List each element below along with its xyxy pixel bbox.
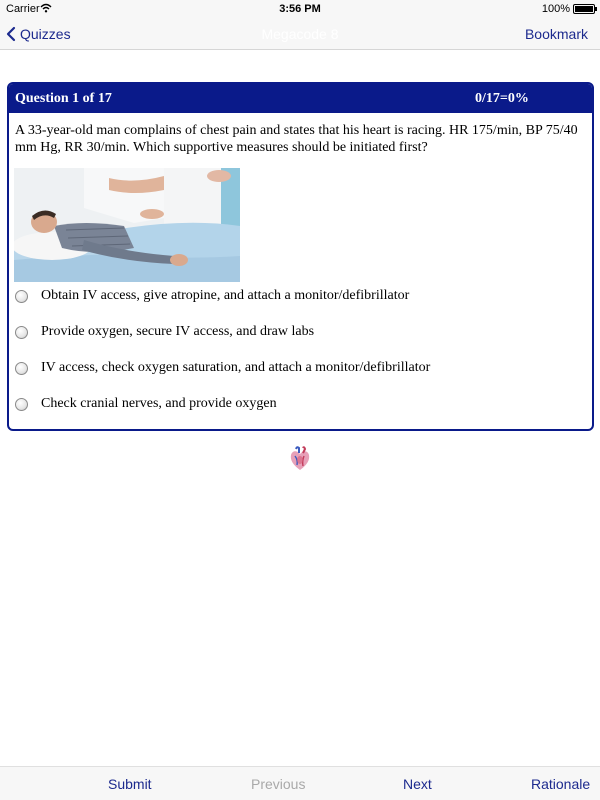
carrier-label: Carrier (6, 3, 40, 15)
back-button-label: Quizzes (20, 26, 71, 42)
status-time: 3:56 PM (279, 3, 321, 15)
answer-text-1: Obtain IV access, give atropine, and attach a monitor/defibrillator (41, 288, 410, 303)
page-title: Megacode 8 (261, 26, 339, 42)
submit-button[interactable]: Submit (108, 776, 152, 792)
status-bar (0, 0, 600, 18)
answer-option-1[interactable] (15, 287, 409, 305)
next-button[interactable]: Next (403, 776, 432, 792)
radio-button-4[interactable] (15, 398, 28, 411)
radio-button-3[interactable] (15, 362, 28, 375)
answer-text-4: Check cranial nerves, and provide oxygen (41, 396, 277, 411)
question-card (7, 82, 594, 431)
previous-button[interactable]: Previous (251, 776, 306, 792)
heart-logo-icon (289, 446, 311, 472)
battery-icon (573, 4, 595, 14)
radio-button-2[interactable] (15, 326, 28, 339)
question-text: A 33-year-old man complains of chest pain and states that his heart is racing. HR 175/min, BP 75/40 mm Hg, RR 30/min. Which supportive measures should be initiated first? (15, 123, 578, 155)
bookmark-button[interactable]: Bookmark (524, 26, 588, 42)
bottom-toolbar (0, 766, 600, 800)
score-label: 0/17=0% (475, 91, 529, 106)
answer-option-2[interactable] (15, 323, 314, 341)
radio-button-1[interactable] (15, 290, 28, 303)
answer-option-3[interactable] (15, 359, 430, 377)
rationale-button[interactable]: Rationale (531, 776, 591, 792)
question-header (9, 84, 592, 113)
answer-option-4[interactable] (15, 395, 277, 413)
answer-text-3: IV access, check oxygen saturation, and attach a monitor/defibrillator (41, 360, 431, 375)
patient-photo (14, 168, 240, 282)
question-number: Question 1 of 17 (15, 91, 112, 106)
nav-bar (0, 18, 600, 50)
answer-text-2: Provide oxygen, secure IV access, and draw labs (41, 324, 315, 339)
battery-percent: 100% (541, 3, 570, 15)
